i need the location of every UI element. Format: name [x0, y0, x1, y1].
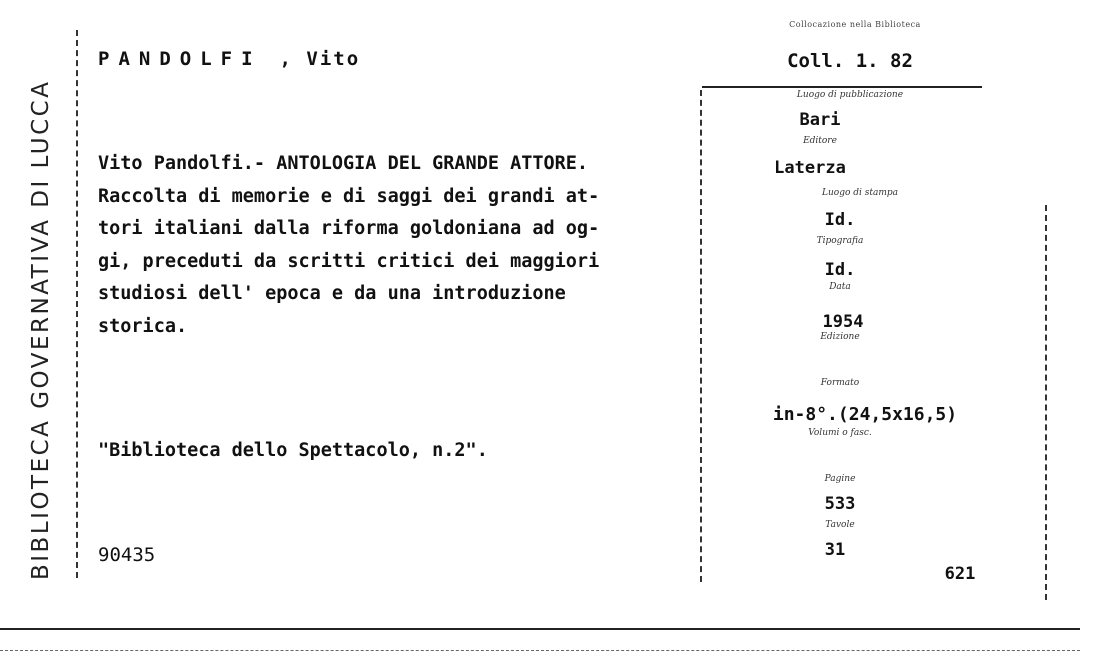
series-note: "Biblioteca dello Spettacolo, n.2". — [98, 440, 488, 461]
library-stamp: BIBLIOTECA GOVERNATIVA DI LUCCA — [28, 79, 54, 580]
luogo-pubblicazione-value: Bari — [799, 110, 841, 130]
formato-label: Formato — [820, 378, 860, 388]
bibliographic-description — [98, 148, 599, 343]
description-line: tori italiani dalla riforma goldoniana ad og- — [98, 218, 600, 239]
bottom-rule-lower — [0, 650, 1080, 651]
tavole-label: Tavole — [825, 520, 855, 530]
editore-value: Laterza — [774, 158, 846, 178]
luogo-pubblicazione-label: Luogo di pubblicazione — [796, 90, 904, 100]
data-label: Data — [829, 282, 851, 292]
collocazione-label: Collocazione nella Biblioteca — [789, 20, 921, 29]
author-name: Vito — [306, 48, 361, 70]
corner-mark: 621 — [944, 564, 976, 584]
formato-value: in-8°.(24,5x16,5) — [772, 404, 958, 425]
tavole-value: 31 — [824, 540, 846, 560]
description-line: Vito Pandolfi.- ANTOLOGIA DEL GRANDE ATTORE. — [98, 153, 589, 174]
luogo-stampa-label: Luogo di stampa — [822, 188, 898, 198]
tipografia-label: Tipografia — [816, 236, 864, 246]
tipografia-value: Id. — [824, 260, 856, 280]
description-line: Raccolta di memorie e di saggi dei grandi at- — [98, 185, 600, 207]
edizione-label: Edizione — [820, 332, 860, 342]
author-separator: , — [279, 48, 307, 70]
author-surname: PANDOLFI — [98, 48, 262, 70]
collocazione-value: Coll. 1. 82 — [787, 50, 913, 72]
right-edge-line — [1045, 205, 1047, 600]
description-line: studiosi dell' epoca e da una introduzione — [98, 283, 566, 304]
author-heading — [98, 48, 360, 70]
panel-top-line — [702, 86, 982, 88]
pagine-value: 533 — [824, 494, 856, 514]
inventory-number: 90435 — [98, 544, 156, 566]
description-line: gi, preceduti da scritti critici dei maggiori — [98, 250, 600, 272]
bottom-rule — [0, 628, 1080, 630]
left-margin-line — [76, 30, 78, 578]
data-value: 1954 — [822, 312, 864, 332]
editore-label: Editore — [803, 136, 837, 146]
luogo-stampa-value: Id. — [824, 210, 856, 230]
description-line: storica. — [98, 315, 188, 337]
pagine-label: Pagine — [824, 474, 856, 484]
volumi-label: Volumi o fasc. — [808, 428, 872, 438]
